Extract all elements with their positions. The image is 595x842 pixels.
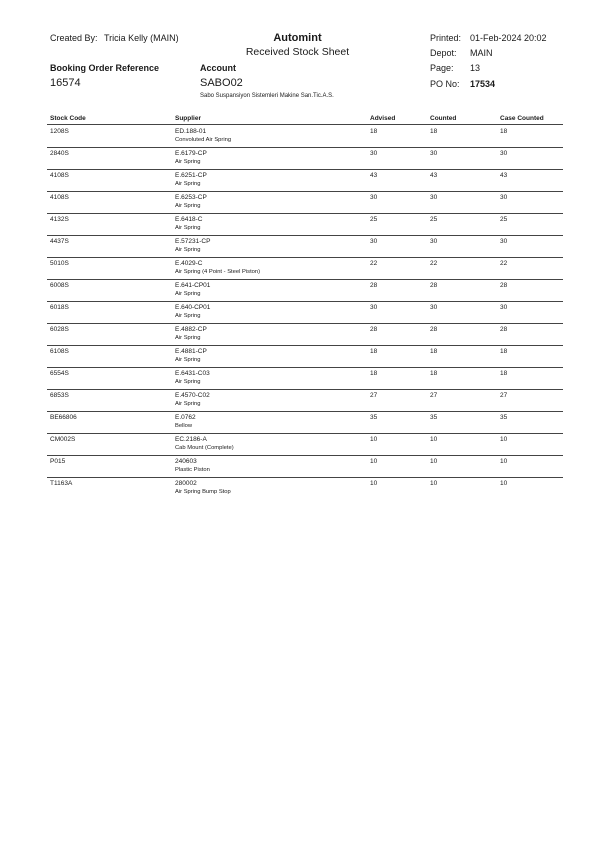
counted-cell: 10 — [430, 458, 438, 465]
counted-cell: 18 — [430, 370, 438, 377]
item-description-cell: Air Spring — [175, 335, 201, 341]
stock-code-cell: 4108S — [50, 194, 69, 201]
stock-code-cell: T1163A — [50, 480, 73, 487]
advised-cell: 10 — [370, 436, 378, 443]
booking-order-label: Booking Order Reference — [50, 63, 160, 73]
row-divider — [47, 433, 563, 434]
col-header-case-counted: Case Counted — [500, 115, 544, 122]
case-counted-cell: 43 — [500, 172, 508, 179]
advised-cell: 10 — [370, 480, 378, 487]
case-counted-cell: 30 — [500, 304, 508, 311]
supplier-cell: E.6251-CP — [175, 172, 207, 179]
counted-cell: 22 — [430, 260, 438, 267]
item-description-cell: Air Spring — [175, 203, 201, 209]
supplier-cell: E.0762 — [175, 414, 196, 421]
case-counted-cell: 10 — [500, 480, 508, 487]
stock-code-cell: 4437S — [50, 238, 69, 245]
row-divider — [47, 257, 563, 258]
counted-cell: 30 — [430, 194, 438, 201]
advised-cell: 18 — [370, 348, 378, 355]
counted-cell: 30 — [430, 238, 438, 245]
stock-code-cell: 6853S — [50, 392, 69, 399]
item-description-cell: Air Spring — [175, 357, 201, 363]
supplier-cell: E.6431-C03 — [175, 370, 210, 377]
case-counted-cell: 30 — [500, 194, 508, 201]
item-description-cell: Convoluted Air Spring — [175, 137, 232, 143]
supplier-cell: E.6253-CP — [175, 194, 207, 201]
counted-cell: 35 — [430, 414, 438, 421]
stock-code-cell: 6108S — [50, 348, 69, 355]
stock-code-cell: 6008S — [50, 282, 69, 289]
stock-code-cell: 6554S — [50, 370, 69, 377]
row-divider — [47, 477, 563, 478]
row-divider — [47, 279, 563, 280]
advised-cell: 28 — [370, 282, 378, 289]
supplier-cell: ED.188-01 — [175, 128, 207, 135]
account-label: Account — [200, 63, 236, 73]
item-description-cell: Air Spring (4 Point - Steel Piston) — [175, 269, 261, 275]
stock-code-cell: 2840S — [50, 150, 69, 157]
counted-cell: 18 — [430, 348, 438, 355]
item-description-cell: Air Spring — [175, 181, 201, 187]
supplier-cell: E.57231-CP — [175, 238, 211, 245]
created-by-value: Tricia Kelly (MAIN) — [104, 33, 179, 43]
stock-code-cell: 1208S — [50, 128, 69, 135]
item-description-cell: Plastic Piston — [175, 467, 210, 473]
advised-cell: 25 — [370, 216, 378, 223]
case-counted-cell: 30 — [500, 238, 508, 245]
advised-cell: 28 — [370, 326, 378, 333]
item-description-cell: Air Spring — [175, 159, 201, 165]
company-name: Automint — [273, 32, 322, 44]
advised-cell: 30 — [370, 194, 378, 201]
case-counted-cell: 10 — [500, 458, 508, 465]
supplier-cell: E.641-CP01 — [175, 282, 211, 289]
report-title: Received Stock Sheet — [245, 46, 350, 58]
counted-cell: 27 — [430, 392, 438, 399]
depot-value: MAIN — [470, 48, 493, 58]
advised-cell: 30 — [370, 238, 378, 245]
row-divider — [47, 213, 563, 214]
case-counted-cell: 18 — [500, 348, 508, 355]
supplier-cell: E.640-CP01 — [175, 304, 211, 311]
stock-code-cell: 5010S — [50, 260, 69, 267]
advised-cell: 35 — [370, 414, 378, 421]
advised-cell: 27 — [370, 392, 378, 399]
supplier-cell: E.6179-CP — [175, 150, 207, 157]
item-description-cell: Air Spring — [175, 313, 201, 319]
case-counted-cell: 30 — [500, 150, 508, 157]
case-counted-cell: 28 — [500, 326, 508, 333]
row-divider — [47, 323, 563, 324]
item-description-cell: Cab Mount (Complete) — [175, 445, 234, 451]
counted-cell: 30 — [430, 304, 438, 311]
row-divider — [47, 389, 563, 390]
stock-code-cell: 6028S — [50, 326, 69, 333]
advised-cell: 18 — [370, 128, 378, 135]
row-divider — [47, 367, 563, 368]
row-divider — [47, 301, 563, 302]
stock-code-cell: BE66806 — [50, 414, 77, 421]
row-divider — [47, 345, 563, 346]
stock-code-cell: 6018S — [50, 304, 69, 311]
advised-cell: 43 — [370, 172, 378, 179]
row-divider — [47, 411, 563, 412]
created-by-label: Created By: — [50, 33, 98, 43]
row-divider — [47, 455, 563, 456]
item-description-cell: Air Spring — [175, 291, 201, 297]
item-description-cell: Air Spring — [175, 379, 201, 385]
stock-code-cell: 4108S — [50, 172, 69, 179]
stock-code-cell: P015 — [50, 458, 66, 465]
counted-cell: 43 — [430, 172, 438, 179]
case-counted-cell: 18 — [500, 370, 508, 377]
item-description-cell: Air Spring — [175, 401, 201, 407]
case-counted-cell: 25 — [500, 216, 508, 223]
supplier-cell: E.4570-C02 — [175, 392, 210, 399]
case-counted-cell: 10 — [500, 436, 508, 443]
case-counted-cell: 35 — [500, 414, 508, 421]
case-counted-cell: 22 — [500, 260, 508, 267]
counted-cell: 28 — [430, 326, 438, 333]
printed-label: Printed: — [430, 33, 462, 43]
counted-cell: 10 — [430, 480, 438, 487]
account-name: Sabo Suspansiyon Sistemleri Makine San.Tic.A.S. — [200, 93, 334, 99]
case-counted-cell: 18 — [500, 128, 508, 135]
supplier-cell: E.4029-C — [175, 260, 203, 267]
case-counted-cell: 28 — [500, 282, 508, 289]
po-label: PO No: — [430, 79, 460, 89]
row-divider — [47, 191, 563, 192]
col-header-advised: Advised — [370, 115, 396, 122]
depot-label: Depot: — [430, 48, 457, 58]
booking-order-value: 16574 — [50, 77, 81, 89]
row-divider — [47, 169, 563, 170]
counted-cell: 10 — [430, 436, 438, 443]
row-divider — [47, 235, 563, 236]
col-header-supplier: Supplier — [175, 115, 202, 122]
item-description-cell: Air Spring — [175, 247, 201, 253]
supplier-cell: 280002 — [175, 480, 197, 487]
case-counted-cell: 27 — [500, 392, 508, 399]
printed-value: 01-Feb-2024 20:02 — [470, 33, 547, 43]
supplier-cell: E.4881-CP — [175, 348, 207, 355]
counted-cell: 30 — [430, 150, 438, 157]
account-code: SABO02 — [200, 77, 243, 89]
advised-cell: 10 — [370, 458, 378, 465]
page-label: Page: — [430, 63, 454, 73]
stock-code-cell: 4132S — [50, 216, 69, 223]
item-description-cell: Air Spring — [175, 225, 201, 231]
col-header-stock-code: Stock Code — [50, 115, 86, 122]
counted-cell: 18 — [430, 128, 438, 135]
header-divider — [47, 124, 563, 125]
page-value: 13 — [470, 63, 481, 73]
supplier-cell: 240603 — [175, 458, 197, 465]
counted-cell: 25 — [430, 216, 438, 223]
supplier-cell: EC.2186-A — [175, 436, 207, 443]
supplier-cell: E.6418-C — [175, 216, 203, 223]
item-description-cell: Bellow — [175, 423, 193, 429]
item-description-cell: Air Spring Bump Stop — [175, 489, 231, 495]
advised-cell: 22 — [370, 260, 378, 267]
advised-cell: 18 — [370, 370, 378, 377]
po-value: 17534 — [470, 79, 496, 89]
col-header-counted: Counted — [430, 115, 457, 122]
advised-cell: 30 — [370, 150, 378, 157]
supplier-cell: E.4882-CP — [175, 326, 207, 333]
advised-cell: 30 — [370, 304, 378, 311]
row-divider — [47, 147, 563, 148]
counted-cell: 28 — [430, 282, 438, 289]
stock-code-cell: CM002S — [50, 436, 76, 443]
